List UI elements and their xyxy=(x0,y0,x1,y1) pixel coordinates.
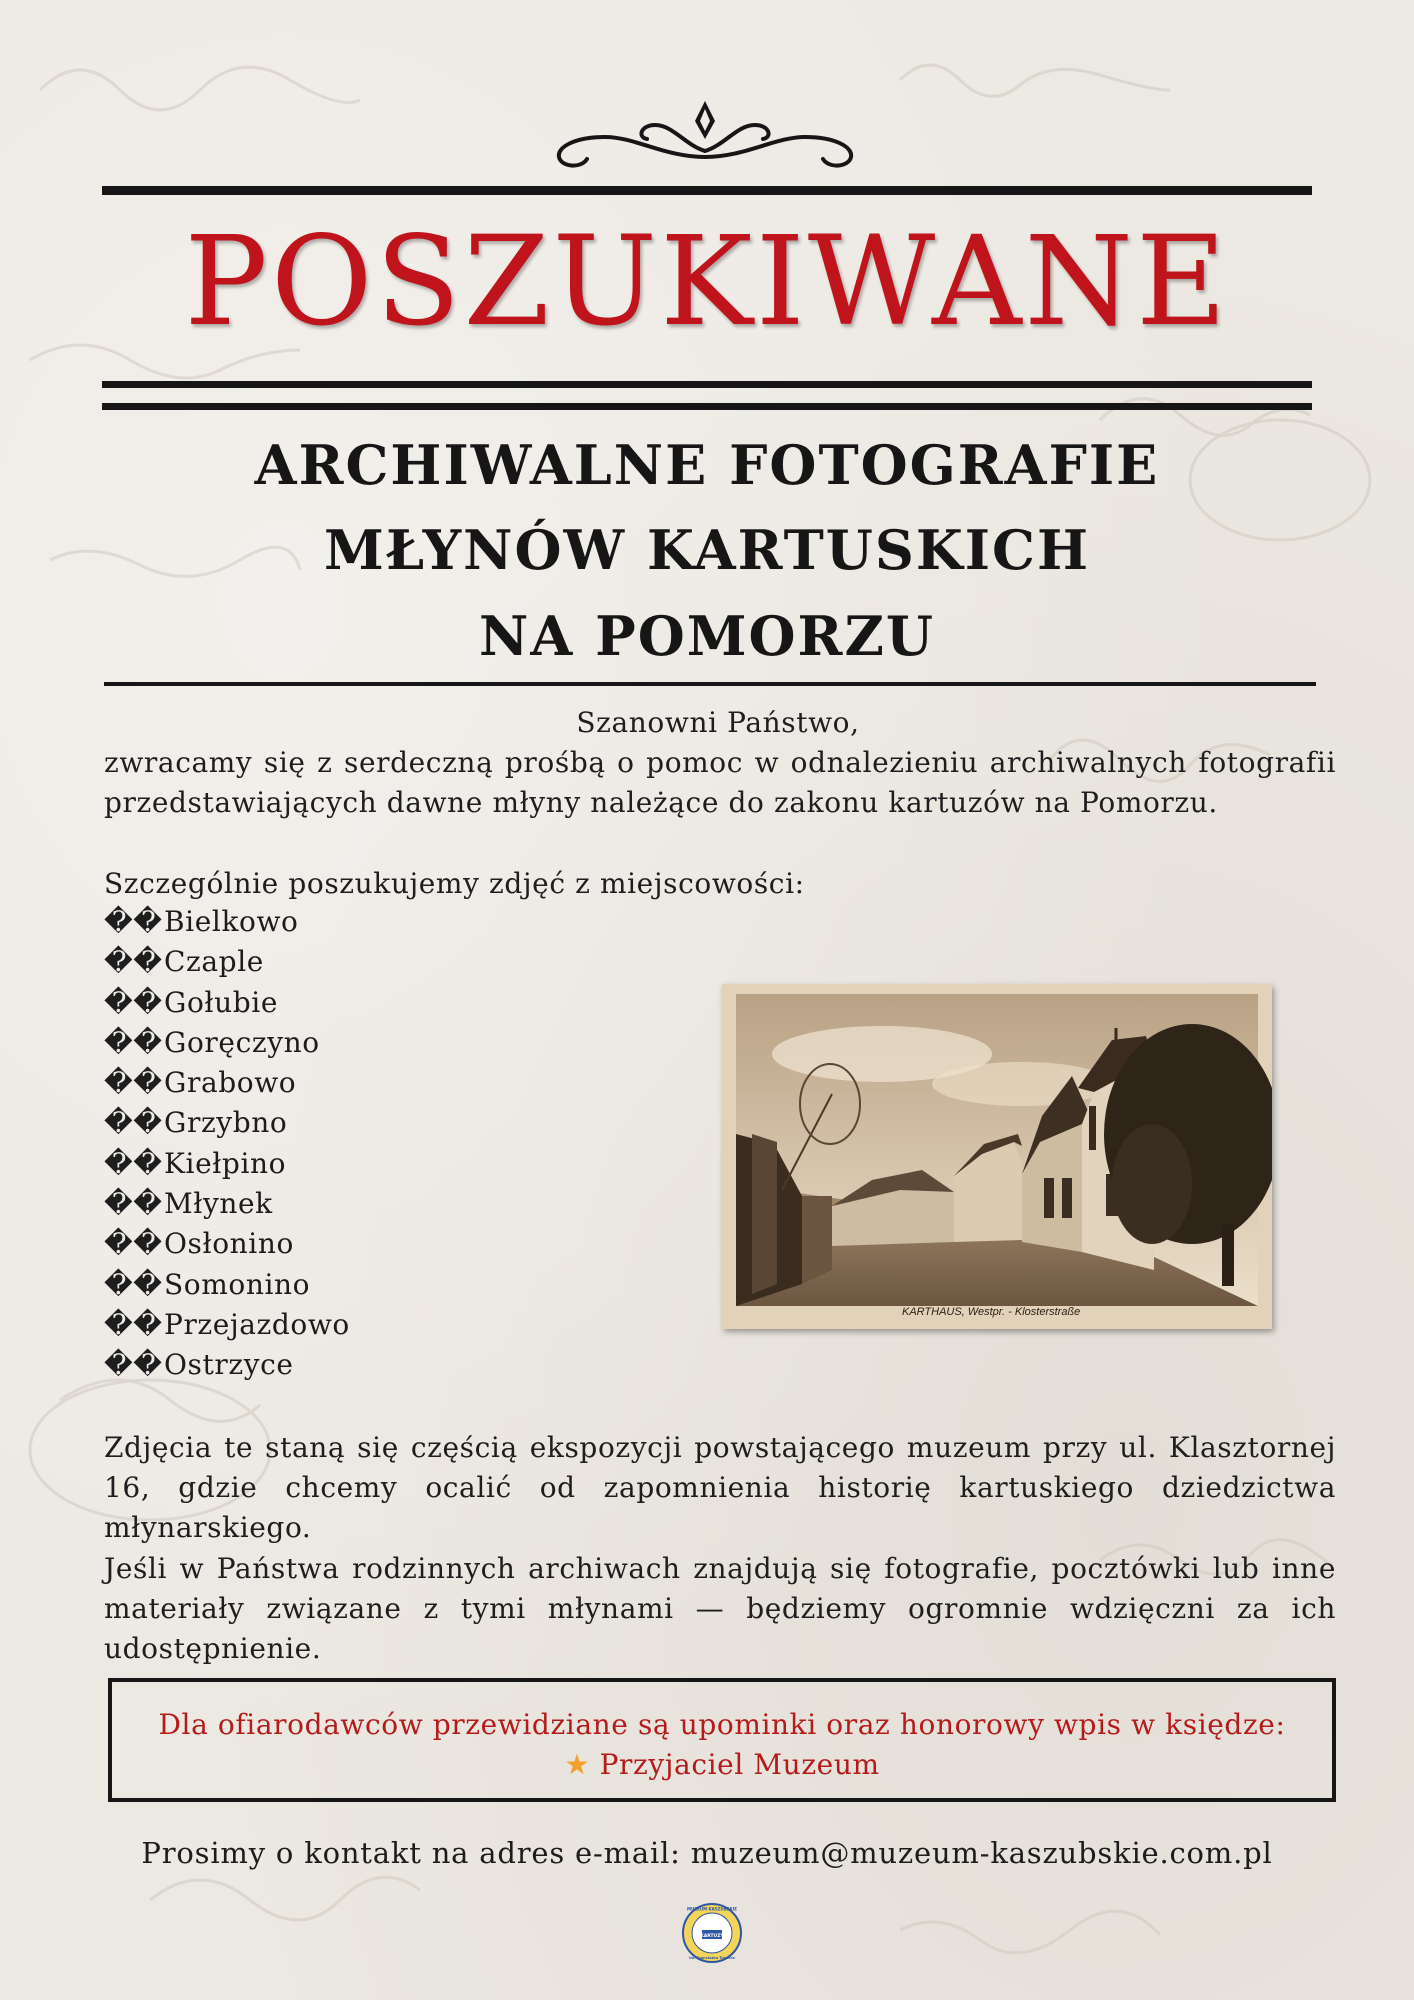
notice-title xyxy=(112,1748,1332,1781)
list-item xyxy=(104,942,350,982)
list-item xyxy=(104,1103,350,1143)
list-item xyxy=(104,1224,350,1264)
notice-text: Dla ofiarodawców przewidziane są upominki oraz honorowy wpis w księdze: xyxy=(158,1708,1286,1741)
double-rule-top xyxy=(102,381,1312,388)
towns-heading: Szczególnie poszukujemy zdjęć z miejscowości: xyxy=(104,867,805,900)
subtitle-line-2: MŁYNÓW KARTUSKICH xyxy=(323,518,1091,582)
star-icon: ★ xyxy=(564,1748,591,1781)
bullet-glyph: �� xyxy=(104,1146,163,1180)
bullet-glyph: �� xyxy=(104,1348,163,1382)
list-item xyxy=(104,1345,350,1385)
list-item xyxy=(104,1184,350,1224)
town-name: Kiełpino xyxy=(164,1146,287,1180)
subtitle-line-1: ARCHIWALNE FOTOGRAFIE xyxy=(254,433,1160,497)
intro-paragraph: zwracamy się z serdeczną prośbą o pomoc w odnalezieniu archiwalnych fotografii przedstawiających dawne młyny należące do zakonu kartuzów na Pomorzu. xyxy=(104,746,1336,819)
town-name: Ostrzyce xyxy=(164,1348,294,1382)
museum-logo xyxy=(681,1902,743,1964)
notice-title-text: Przyjaciel Muzeum xyxy=(599,1748,880,1781)
logo-bottom-text: im. Franciszka Tredera xyxy=(689,1956,735,1960)
donor-notice-box xyxy=(108,1678,1336,1802)
request-paragraph: Jeśli w Państwa rodzinnych archiwach znajdują się fotografie, pocztówki lub inne materiały związane z tymi młynami — będziemy ogromnie wdzięczni za ich udostępnienie. xyxy=(104,1552,1336,1665)
towns-list xyxy=(104,902,350,1386)
double-rule-bottom xyxy=(102,403,1312,410)
bullet-glyph: �� xyxy=(104,1106,163,1140)
town-name: Przejazdowo xyxy=(164,1307,350,1341)
bullet-glyph: �� xyxy=(104,905,163,938)
bullet-glyph: �� xyxy=(104,1066,163,1100)
town-name: Grzybno xyxy=(164,1106,288,1140)
subtitle-line-3: NA POMORZU xyxy=(479,604,935,668)
logo-middle-text: KARTUZY xyxy=(700,1934,724,1939)
town-name: Bielkowo xyxy=(164,905,299,938)
town-name: Somonino xyxy=(164,1267,311,1301)
list-item xyxy=(104,902,350,942)
list-item xyxy=(104,1265,350,1305)
bullet-glyph: �� xyxy=(104,1227,163,1261)
photo-caption: KARTHAUS, Westpr. - Klosterstraße xyxy=(902,1306,1081,1318)
bullet-glyph: �� xyxy=(104,1025,163,1059)
town-name: Młynek xyxy=(164,1187,273,1221)
top-rule xyxy=(102,186,1312,195)
bullet-glyph: �� xyxy=(104,1267,163,1301)
town-name: Gołubie xyxy=(164,985,278,1019)
postcard-illustration xyxy=(722,984,1272,1329)
greeting: Szanowni Państwo, xyxy=(576,706,860,739)
list-item xyxy=(104,1063,350,1103)
town-name: Czaple xyxy=(164,945,264,979)
list-item xyxy=(104,1023,350,1063)
contact-line: Prosimy o kontakt na adres e-mail: muzeum@muzeum-kaszubskie.com.pl xyxy=(141,1836,1273,1870)
town-name: Osłonino xyxy=(164,1227,294,1261)
list-item xyxy=(104,1144,350,1184)
bullet-glyph: �� xyxy=(104,945,163,979)
bullet-glyph: �� xyxy=(104,1307,163,1341)
bullet-glyph: �� xyxy=(104,1187,163,1221)
archival-postcard-photo xyxy=(722,984,1272,1329)
decorative-ornament xyxy=(545,95,865,175)
logo-top-text: MUZEUM KASZUBSKIE xyxy=(687,1906,737,1912)
museum-paragraph: Zdjęcia te staną się częścią ekspozycji powstającego muzeum przy ul. Klasztornej 16, gdzie chcemy ocalić od zapomnienia historię kartuskiego dziedzictwa młynarskiego. xyxy=(104,1431,1336,1544)
bullet-glyph: �� xyxy=(104,985,163,1019)
town-name: Grabowo xyxy=(164,1066,297,1100)
section-rule xyxy=(104,682,1316,686)
list-item xyxy=(104,1305,350,1345)
page-title: POSZUKIWANE xyxy=(184,210,1230,354)
list-item xyxy=(104,983,350,1023)
town-name: Goręczyno xyxy=(164,1025,320,1059)
